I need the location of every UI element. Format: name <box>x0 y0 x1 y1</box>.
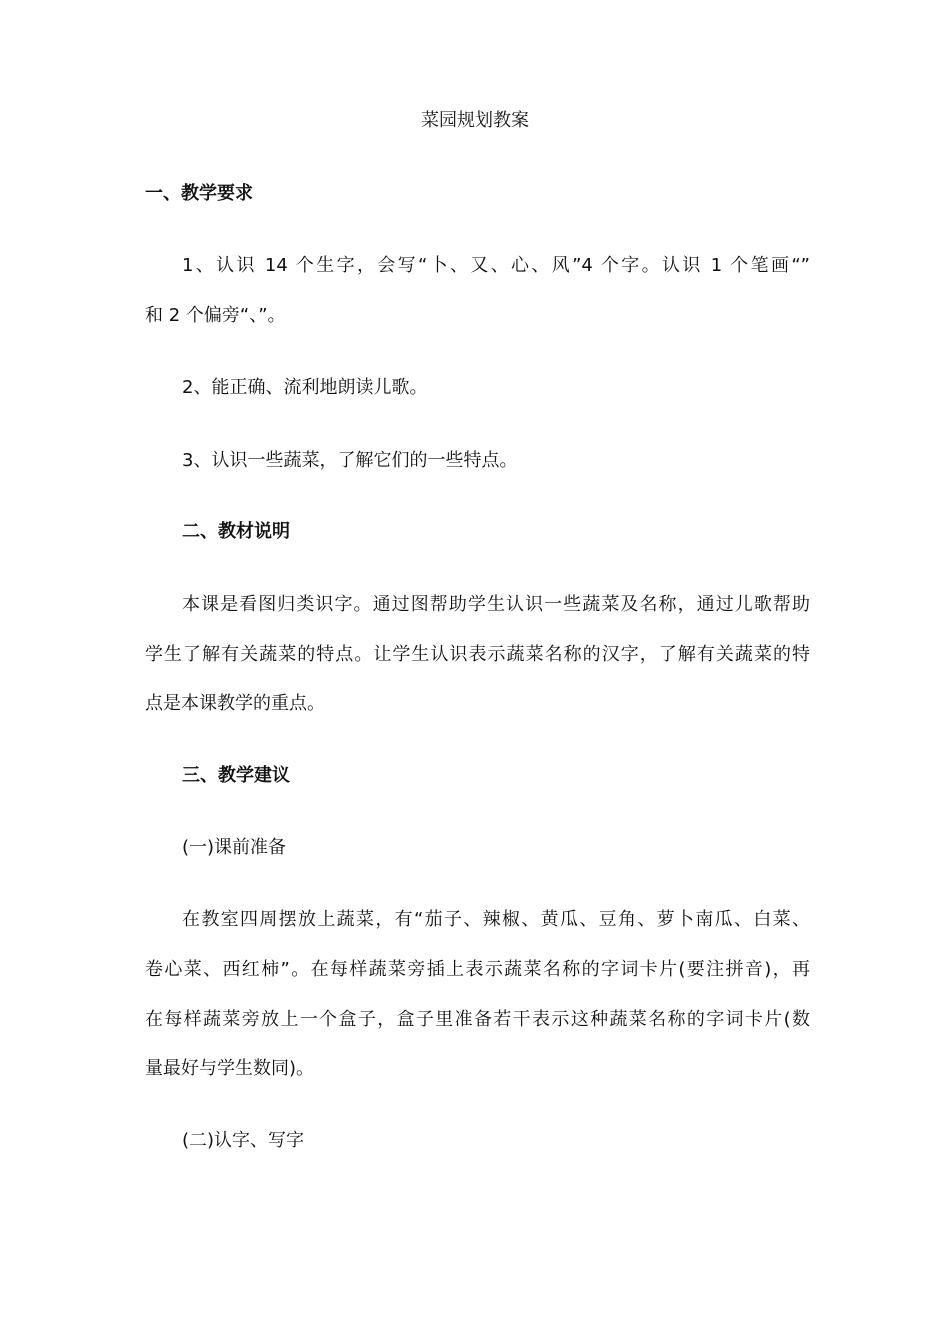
material-para-line-2: 学生了解有关蔬菜的特点。让学生认识表示蔬菜名称的汉字，了解有关蔬菜的特 <box>145 644 810 665</box>
document-title: 菜园规划教案 <box>421 110 529 131</box>
preparation-para-line-2: 卷心菜、西红柿”。在每样蔬菜旁插上表示蔬菜名称的字词卡片(要注拼音)，再 <box>145 959 810 980</box>
requirement-3: 3、认识一些蔬菜，了解它们的一些特点。 <box>182 450 518 471</box>
requirement-2: 2、能正确、流利地朗读儿歌。 <box>182 377 428 398</box>
subsection-2-heading: (二)认字、写字 <box>182 1130 305 1151</box>
material-para-line-1: 本课是看图归类识字。通过图帮助学生认识一些蔬菜及名称，通过儿歌帮助 <box>182 594 810 615</box>
material-para-line-3: 点是本课教学的重点。 <box>145 693 325 714</box>
subsection-1-heading: (一)课前准备 <box>182 837 287 858</box>
requirement-1-line-1: 1、认识 14 个生字，会写“卜、又、心、风”4 个字。认识 1 个笔画“” <box>182 255 810 276</box>
section-2-heading: 二、教材说明 <box>182 521 290 542</box>
preparation-para-line-1: 在教室四周摆放上蔬菜，有“茄子、辣椒、黄瓜、豆角、萝卜南瓜、白菜、 <box>182 909 810 930</box>
preparation-para-line-3: 在每样蔬菜旁放上一个盒子，盒子里准备若干表示这种蔬菜名称的字词卡片(数 <box>145 1009 810 1030</box>
requirement-1-line-2: 和 2 个偏旁“、”。 <box>145 305 286 326</box>
preparation-para-line-4: 量最好与学生数同)。 <box>145 1058 315 1079</box>
section-1-heading: 一、教学要求 <box>145 183 253 204</box>
section-3-heading: 三、教学建议 <box>182 765 290 786</box>
